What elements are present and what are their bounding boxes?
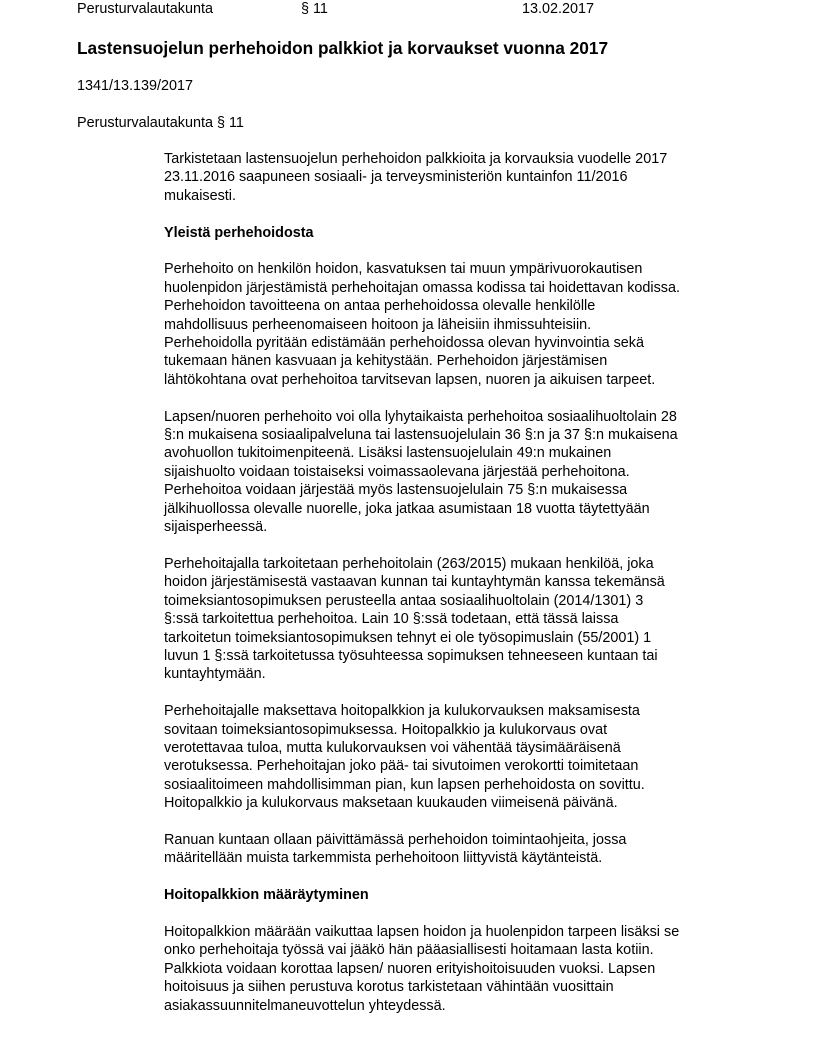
intro-paragraph: [164, 150, 764, 205]
text-line: kuntayhtymään.: [164, 666, 266, 683]
sub-reference: Perusturvalautakunta § 11: [77, 115, 244, 131]
text-line: verotettavaa tuloa, mutta kulukorvauksen voi vähentää täysimääräisenä: [164, 739, 621, 756]
text-line: mahdollisuus perheenomaiseen hoitoon ja läheisiin ihmissuhteisiin.: [164, 316, 592, 333]
document-number: 1341/13.139/2017: [77, 78, 194, 94]
text-line: onko perhehoitaja työssä vai jääkö hän pääasiallisesti hoitamaan lasta kotiin.: [164, 942, 654, 959]
text-line: mukaisesti.: [164, 187, 236, 204]
text-line: huolenpidon järjestämistä perhehoitajan omassa kodissa tai hoidettavan kodissa.: [164, 279, 680, 296]
text-line: sovitaan toimeksiantosopimuksessa. Hoitopalkkio ja kulukorvaus ovat: [164, 721, 608, 738]
text-line: Hoitopalkkion määrään vaikuttaa lapsen hoidon ja huolenpidon tarpeen lisäksi se: [164, 923, 680, 940]
text-line: tukemaan hänen kasvuaan ja kehitystään. Perhehoidon järjestämisen: [164, 353, 608, 370]
paragraph: [164, 831, 764, 868]
text-line: Ranuan kuntaan ollaan päivittämässä perhehoidon toimintaohjeita, jossa: [164, 831, 627, 848]
text-line: Perhehoidon tavoitteena on antaa perhehoidossa olevalle henkilölle: [164, 298, 596, 315]
paragraph: [164, 408, 764, 537]
paragraph: [164, 702, 764, 812]
text-line: hoidon järjestämisestä vastaavan kunnan tai kuntayhtymän kanssa tekemänsä: [164, 574, 665, 591]
text-line: määritellään muista tarkemmista perhehoitoon liittyvistä käytänteistä.: [164, 850, 603, 867]
text-line: Perhehoitajalle maksettava hoitopalkkion ja kulukorvauksen maksamisesta: [164, 703, 640, 720]
text-line: sijaisperheessä.: [164, 519, 268, 536]
text-line: lähtökohtana ovat perhehoitoa tarvitsevan lapsen, nuoren ja aikuisen tarpeet.: [164, 371, 656, 388]
text-line: tarkoitetun toimeksiantosopimuksen tehnyt ei ole työsopimuslain (55/2001) 1: [164, 629, 652, 646]
text-line: jälkihuollossa olevalle nuorelle, joka jatkaa asumistaan 18 vuotta täytettyään: [164, 500, 650, 517]
header-section: § 11: [301, 1, 328, 17]
text-line: Perhehoitajalla tarkoitetaan perhehoitolain (263/2015) mukaan henkilöä, joka: [164, 555, 654, 572]
text-line: Perhehoidolla pyritään edistämään perhehoidossa olevan hyvinvointia sekä: [164, 335, 644, 352]
document-body: [164, 150, 764, 1033]
text-line: luvun 1 §:ssä tarkoitetussa työsuhteessa sopimuksen tehneeseen kuntaan tai: [164, 647, 658, 664]
text-line: 23.11.2016 saapuneen sosiaali- ja terveysministeriön kuntainfon 11/2016: [164, 169, 628, 186]
text-line: §:n mukaisena sosiaalipalveluna tai lastensuojelulain 36 §:n ja 37 §:n mukaisena: [164, 427, 678, 444]
header-committee: Perusturvalautakunta: [77, 1, 213, 17]
text-line: verotuksessa. Perhehoitajan joko pää- tai sivutoimen verokortti toimitetaan: [164, 758, 639, 775]
paragraph: [164, 923, 764, 1015]
text-line: Perhehoitoa voidaan järjestää myös lastensuojelulain 75 §:n mukaisessa: [164, 482, 628, 499]
text-line: hoitoisuus ja siihen perustuva korotus tarkistetaan vähintään vuosittain: [164, 979, 614, 996]
text-line: toimeksiantosopimuksen perusteella antaa sosiaalihuoltolain (2014/1301) 3: [164, 592, 644, 609]
header-date: 13.02.2017: [522, 1, 595, 17]
document-title: Lastensuojelun perhehoidon palkkiot ja korvaukset vuonna 2017: [77, 38, 609, 58]
text-line: Lapsen/nuoren perhehoito voi olla lyhytaikaista perhehoitoa sosiaalihuoltolain 28: [164, 408, 677, 425]
paragraph: [164, 260, 764, 389]
paragraph: [164, 555, 764, 684]
page-header: [77, 0, 777, 20]
text-line: §:ssä tarkoitettua perhehoitoa. Lain 10 §:ssä todetaan, että tässä laissa: [164, 611, 619, 628]
text-line: asiakassuunnitelmaneuvottelun yhteydessä.: [164, 997, 446, 1014]
text-line: avohuollon tukitoimenpiteenä. Lisäksi lastensuojelulain 49:n mukainen: [164, 445, 612, 462]
section-heading-general: Yleistä perhehoidosta: [164, 224, 314, 241]
text-line: Palkkiota voidaan korottaa lapsen/ nuoren erityishoitoisuuden vuoksi. Lapsen: [164, 960, 656, 977]
text-line: Tarkistetaan lastensuojelun perhehoidon palkkioita ja korvauksia vuodelle 2017: [164, 151, 668, 167]
text-line: Hoitopalkkio ja kulukorvaus maksetaan kuukauden viimeisenä päivänä.: [164, 795, 618, 812]
text-line: sijaishuolto voidaan toistaiseksi voimassaolevana järjestää perhehoitona.: [164, 463, 630, 480]
text-line: sosiaalitoimeen mahdollisimman pian, kun lapsen perhehoidosta on sovittu.: [164, 776, 645, 793]
text-line: Perhehoito on henkilön hoidon, kasvatuksen tai muun ympärivuorokautisen: [164, 261, 643, 278]
section-heading-fee: Hoitopalkkion määräytyminen: [164, 887, 369, 904]
